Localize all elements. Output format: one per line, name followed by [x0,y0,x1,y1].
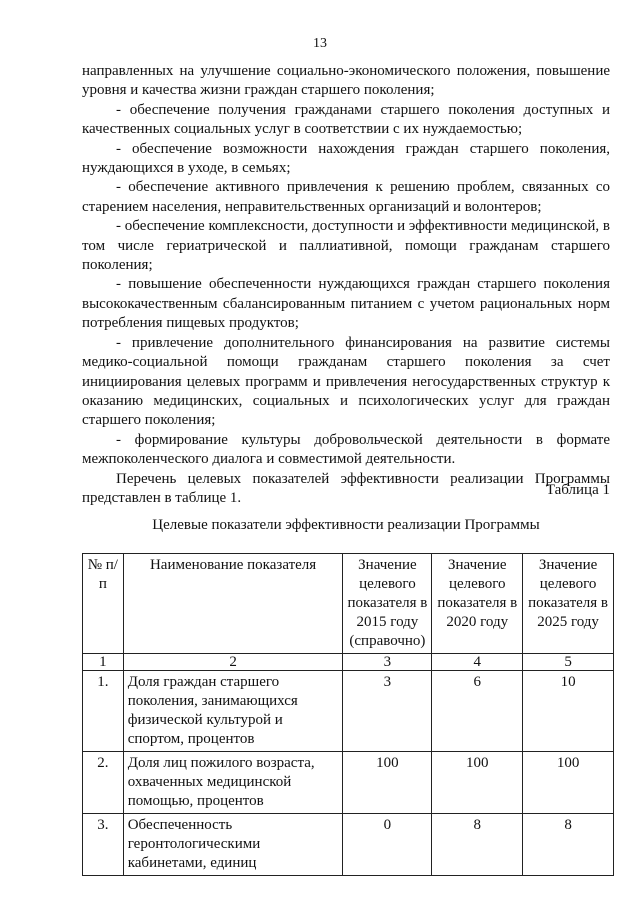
indicators-table [82,553,614,876]
indicator-name: Обеспеченность геронтологическими кабинетами, единиц [123,814,343,876]
value-2015: 0 [343,814,432,876]
value-2020: 100 [432,752,523,814]
paragraph: - формирование культуры добровольческой деятельности в формате межпоколенческого диалога и совместимой деятельности. [82,431,610,468]
column-index: 3 [343,654,432,671]
table-label: Таблица 1 [545,482,610,498]
paragraph: - обеспечение активного привлечения к решению проблем, связанных со старением населения, неправительственных организаций и волонтеров; [82,179,610,215]
header-indicator-name: Наименование показателя [123,554,343,654]
value-2015: 100 [343,752,432,814]
table-title: Целевые показатели эффективности реализации Программы [152,517,540,533]
row-number: 1. [83,671,124,752]
value-2025: 100 [523,752,614,814]
header-value-2015: Значение целевого показателя в 2015 году (справочно) [343,554,432,654]
column-index-row [83,654,614,671]
table-header-row [83,554,614,654]
paragraph: Перечень целевых показателей эффективности реализации Программы представлен в таблице 1. [82,470,610,506]
indicator-name: Доля лиц пожилого возраста, охваченных медицинской помощью, процентов [123,752,343,814]
row-number: 3. [83,814,124,876]
paragraph: - обеспечение получения гражданами старшего поколения доступных и качественных социальных услуг в соответствии с их нуждаемостью; [82,101,610,138]
header-number: № п/п [83,554,124,654]
column-index: 4 [432,654,523,671]
value-2025: 10 [523,671,614,752]
paragraph: - повышение обеспеченности нуждающихся граждан старшего поколения высококачественным сбалансированным питанием с учетом рациональных норм потребления пищевых продуктов; [82,276,610,332]
page-number: 13 [313,36,327,51]
column-index: 2 [123,654,343,671]
value-2020: 8 [432,814,523,876]
paragraph: - обеспечение комплексности, доступности и эффективности медицинской, в том числе гериатрической и паллиативной, помощи гражданам старшего поколения; [82,218,610,274]
table-row [83,814,614,876]
paragraph: направленных на улучшение социально-экономического положения, повышение уровня и качества жизни граждан старшего поколения; [82,63,610,99]
value-2015: 3 [343,671,432,752]
header-value-2025: Значение целевого показателя в 2025 году [523,554,614,654]
indicator-name: Доля граждан старшего поколения, занимающихся физической культурой и спортом, процентов [123,671,343,752]
table-row [83,671,614,752]
value-2020: 6 [432,671,523,752]
paragraph: - обеспечение возможности нахождения граждан старшего поколения, нуждающихся в уходе, в семьях; [82,140,610,177]
value-2025: 8 [523,814,614,876]
paragraph: - привлечение дополнительного финансирования на развитие системы медико-социальной помощи гражданам старшего поколения за счет инициирования целевых программ и привлечения негосударственных структур к оказанию медицинских, социальных и психологических услуг для граждан старшего поколения; [82,334,610,429]
header-value-2020: Значение целевого показателя в 2020 году [432,554,523,654]
column-index: 5 [523,654,614,671]
row-number: 2. [83,752,124,814]
column-index: 1 [83,654,124,671]
table-row [83,752,614,814]
body-text [82,62,610,508]
